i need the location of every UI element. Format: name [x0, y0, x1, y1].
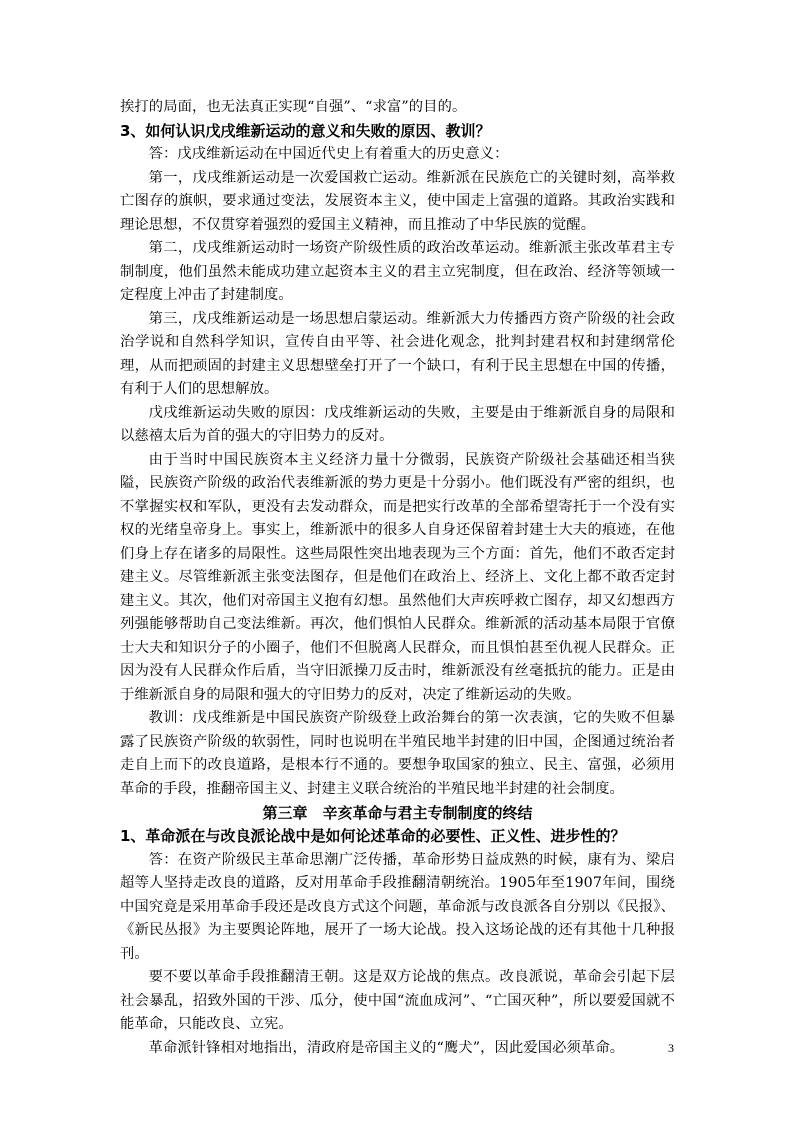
- paragraph-significance-3: 第三，戊戌维新运动是一场思想启蒙运动。维新派大力传播西方资产阶级的社会政治学说和自然科学知识，宣传自由平等、社会进化观念，批判封建君权和封建纲常伦理，从而把顽固的封建主义思想壁垒打开了一个缺口，有利于民主思想在中国的传播，有利于人们的思想解放。: [120, 310, 675, 397]
- paragraph-significance-2: 第二，戊戌维新运动时一场资产阶级性质的政治改革运动。维新派主张改革君主专制制度，他们虽然未能成功建立起资本主义的君主立宪制度，但在政治、经济等领域一定程度上冲击了封建制度。: [120, 240, 675, 303]
- paragraph-significance-1: 第一，戊戌维新运动是一次爱国救亡运动。维新派在民族危亡的关键时刻，高举救亡图存的旗帜，要求通过变法，发展资本主义，使中国走上富强的道路。其政治实践和理论思想，不仅贯穿着强烈的爱国主义精神，而且推动了中华民族的觉醒。: [120, 169, 675, 233]
- answer-intro: 答：戊戌维新运动在中国近代史上有着重大的历史意义：: [148, 146, 509, 162]
- paragraph-lesson: 教训：戊戌维新是中国民族资产阶级登上政治舞台的第一次表演，它的失败不但暴露了民族资产阶级的软弱性，同时也说明在半殖民地半封建的旧中国，企图通过统治者走自上而下的改良道路，是根本行不通的。要想争取国家的独立、民主、富强，必须用革命的手段，推翻帝国主义、封建主义联合统治的半殖民地半封建的社会制度。: [120, 710, 675, 797]
- page-number: 3: [668, 1041, 674, 1055]
- question-heading-1: 1、革命派在与改良派论战中是如何论述革命的必要性、正义性、进步性的？: [120, 827, 626, 845]
- chapter-title: 第三章 辛亥革命与君主专制制度的终结: [262, 804, 533, 822]
- answer-paragraph-1: 答：在资产阶级民主革命思潮广泛传播，革命形势日益成熟的时候，康有为、梁启超等人坚持走改良的道路，反对用革命手段推翻清朝统治。1905年至1907年间，围绕中国究竟是采用革命手段还是改良方式这个问题，革命派与改良派各自分别以《民报》、《新民丛报》为主要舆论阵地，展开了一场大论战。投入这场论战的还有其他十几种报刊。: [120, 851, 675, 962]
- paragraph-continuation: 挨打的局面，也无法真正实现“自强”、“求富”的目的。: [120, 99, 467, 115]
- paragraph-failure-detail: 由于当时中国民族资本主义经济力量十分微弱，民族资产阶级社会基础还相当狭隘，民族资产阶级的政治代表维新派的势力更是十分弱小。他们既没有严密的组织，也不掌握实权和军队，更没有去发动群众，而是把实行改革的全部希望寄托于一个没有实权的光绪皇帝身上。事实上，维新派中的很多人自身还保留着封建士大夫的痕迹，在他们身上存在诸多的局限性。这些局限性突出地表现为三个方面：首先，他们不敢否定封建主义。尽管维新派主张变法图存，但是他们在政治上、经济上、文化上都不敢否定封建主义。其次，他们对帝国主义抱有幻想。虽然他们大声疾呼救亡图存，却又幻想西方列强能够帮助自己变法维新。再次，他们惧怕人民群众。维新派的活动基本局限于官僚士大夫和知识分子的小圈子，他们不但脱离人民群众，而且惧怕甚至仇视人民群众。正因为没有人民群众作后盾，当守旧派操刀反击时，维新派没有丝毫抵抗的能力。正是由于维新派自身的局限和强大的守旧势力的反对，决定了维新运动的失败。: [120, 451, 675, 703]
- answer-paragraph-2: 要不要以革命手段推翻清王朝。这是双方论战的焦点。改良派说，革命会引起下层社会暴乱，招致外国的干涉、瓜分，使中国“流血成河”、“亡国灭种”，所以要爱国就不能革命，只能改良、立宪。: [120, 969, 675, 1032]
- page-content: [120, 96, 675, 1060]
- paragraph-failure-reason: 戊戌维新运动失败的原因：戊戌维新运动的失败，主要是由于维新派自身的局限和以慈禧太后为首的强大的守旧势力的反对。: [120, 404, 675, 444]
- question-heading-3: 3、如何认识戊戌维新运动的意义和失败的原因、教训？: [120, 121, 491, 140]
- answer-paragraph-3: 革命派针锋相对地指出，清政府是帝国主义的“鹰犬”，因此爱国必须革命。: [148, 1039, 625, 1056]
